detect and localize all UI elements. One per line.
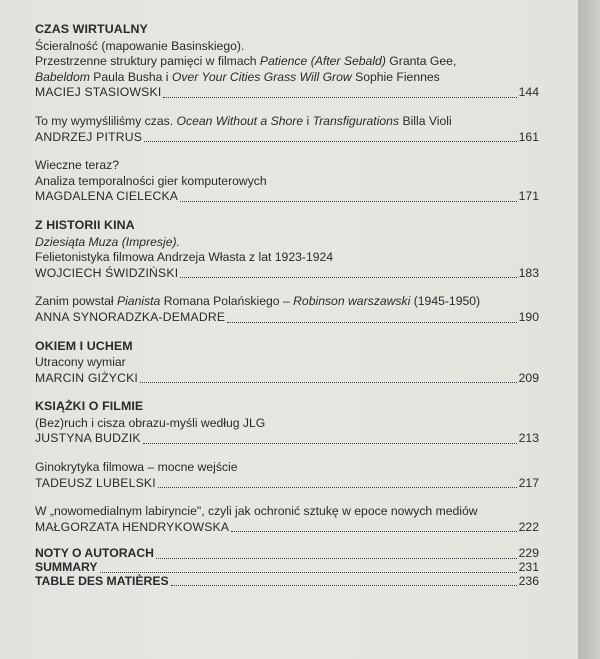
author-row [35, 85, 539, 101]
page-number: 231 [518, 560, 539, 575]
title-text: Romana Polańskiego – [160, 294, 294, 309]
title-text: Granta Gee, [385, 54, 457, 69]
author-name: MACIEJ STASIOWSKI [35, 85, 162, 100]
section-heading: OKIEM I UCHEM [35, 338, 133, 353]
italic-title-text: Over Your Cities Grass Will Grow [171, 69, 352, 84]
author-row [35, 431, 539, 447]
title-text: Felietonistyka filmowa Andrzeja Własta z lat 1923-1924 [35, 250, 334, 265]
toc-entry[interactable] [35, 416, 539, 447]
author-row [35, 520, 539, 536]
author-row [35, 371, 539, 387]
dot-leader [140, 381, 517, 383]
back-matter-label: NOTY O AUTORACH [35, 546, 154, 561]
author-name: TADEUSZ LUBELSKI [35, 475, 156, 490]
table-of-contents [35, 22, 539, 589]
toc-entry[interactable] [35, 504, 539, 535]
title-text: Utracony wymiar [35, 355, 126, 370]
title-text: Analiza temporalności gier komputerowych [35, 173, 267, 188]
dot-leader [144, 140, 517, 142]
page-number: 236 [518, 573, 539, 588]
back-matter [35, 548, 539, 589]
italic-title-text: Robinson warszawski [293, 294, 411, 309]
title-text: i [303, 113, 313, 128]
author-name: MARCIN GIŻYCKI [35, 370, 139, 385]
title-text: Ginokrytyka filmowa – mocne wejście [35, 460, 238, 475]
entry-title-line [35, 158, 539, 174]
toc-entry[interactable] [35, 158, 539, 205]
entry-title-line [35, 54, 539, 70]
back-matter-entry[interactable] [35, 548, 539, 562]
back-matter-entry[interactable] [35, 573, 539, 590]
entry-title-line [35, 114, 539, 130]
dot-leader [100, 571, 517, 573]
dot-leader [171, 584, 517, 586]
dot-leader [143, 442, 517, 444]
entry-title-line [35, 250, 539, 266]
dot-leader [231, 530, 516, 532]
italic-title-text: Patience (After Sebald) [259, 54, 386, 69]
dot-leader [163, 96, 516, 98]
page-number: 171 [518, 189, 539, 204]
page-number: 209 [518, 370, 539, 385]
entry-title-line [35, 294, 539, 310]
title-text: Paula Busha i [89, 69, 172, 84]
back-matter-label: SUMMARY [35, 560, 98, 575]
author-row [35, 266, 539, 282]
title-text: (1945-1950) [410, 294, 481, 309]
entry-title-line [35, 416, 539, 432]
title-text: Billa Violi [399, 113, 452, 128]
author-name: JUSTYNA BUDZIK [35, 431, 141, 446]
italic-title-text: Transfigurations [312, 113, 400, 128]
title-text: Ścieralność (mapowanie Basinskiego). [35, 38, 245, 53]
italic-title-text: Ocean Without a Shore [176, 113, 304, 128]
page-edge [578, 0, 600, 659]
author-row [35, 310, 539, 326]
title-text: Sophie Fiennes [351, 69, 440, 84]
dot-leader [158, 486, 517, 488]
title-text: Zanim powstał [35, 294, 117, 309]
toc-entry[interactable] [35, 294, 539, 325]
entry-title-line [35, 235, 539, 251]
toc-entry[interactable] [35, 114, 539, 145]
toc-entry[interactable] [35, 355, 539, 386]
dot-leader [180, 276, 516, 278]
author-row [35, 130, 539, 146]
page-number: 144 [518, 85, 539, 100]
toc-entry[interactable] [35, 39, 539, 101]
italic-title-text: Babeldom [35, 69, 90, 84]
author-row [35, 189, 539, 205]
title-text: To my wymyśliliśmy czas. [35, 113, 177, 128]
toc-entry[interactable] [35, 460, 539, 491]
title-text: (Bez)ruch i cisza obrazu-myśli według JLG [35, 415, 266, 430]
page-number: 183 [518, 265, 539, 280]
author-name: MAŁGORZATA HENDRYKOWSKA [35, 519, 230, 534]
toc-entry[interactable] [35, 235, 539, 282]
author-row [35, 476, 539, 492]
back-matter-label: TABLE DES MATIÈRES [35, 573, 169, 588]
title-text: Wieczne teraz? [35, 158, 119, 173]
italic-title-text: Pianista [116, 294, 161, 309]
entry-title-line [35, 70, 539, 86]
title-text: Przestrzenne struktury pamięci w filmach [35, 54, 260, 69]
dot-leader [180, 200, 517, 202]
entry-title-line [35, 39, 539, 55]
page-number: 213 [518, 431, 539, 446]
page-number: 217 [518, 475, 539, 490]
dot-leader [156, 557, 517, 559]
italic-title-text: Dziesiąta Muza (Impresje). [35, 234, 180, 249]
page-number: 190 [518, 309, 539, 324]
page-number: 222 [518, 519, 539, 534]
section-heading: Z HISTORII KINA [35, 217, 135, 232]
page-number: 229 [518, 546, 539, 561]
page-number: 161 [518, 129, 539, 144]
author-name: ANDRZEJ PITRUS [35, 129, 143, 144]
entry-title-line [35, 355, 539, 371]
section-heading: CZAS WIRTUALNY [35, 22, 148, 36]
title-text: W „nowomedialnym labiryncie", czyli jak ochronić sztukę w epoce nowych mediów [35, 504, 478, 519]
author-name: WOJCIECH ŚWIDZIŃSKI [35, 265, 179, 280]
author-name: MAGDALENA CIELECKA [35, 189, 179, 204]
dot-leader [227, 321, 517, 323]
section-heading: KSIĄŻKI O FILMIE [35, 399, 144, 414]
entry-title-line [35, 504, 539, 520]
entry-title-line [35, 460, 539, 476]
entry-title-line [35, 174, 539, 190]
author-name: ANNA SYNORADZKA-DEMADRE [35, 309, 226, 324]
